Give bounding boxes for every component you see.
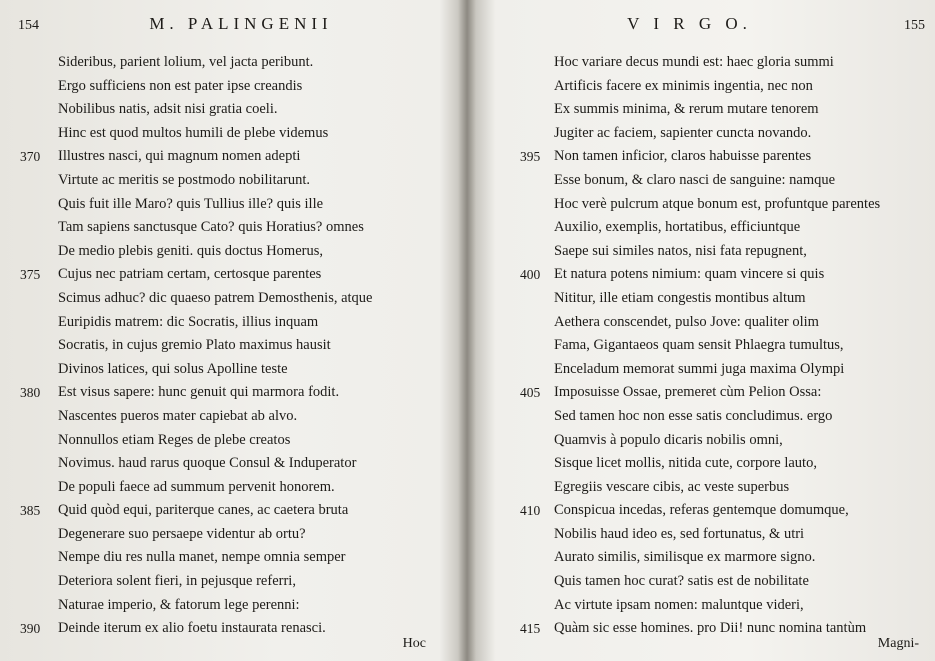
verse-line — [474, 75, 935, 99]
line-number: 390 — [20, 621, 41, 637]
verse-text: Non tamen inficior, claros habuisse parentes — [554, 148, 812, 165]
right-running-head: V I R G O. — [627, 14, 752, 33]
verse-text: Tam sapiens sanctusque Cato? quis Horatius? omnes — [58, 219, 364, 236]
verse-line — [474, 216, 935, 240]
verse-text: Aethera conscendet, pulso Jove: qualiter olim — [554, 313, 819, 330]
verse-line — [474, 334, 935, 358]
verse-line — [474, 617, 935, 641]
verse-text: Hoc verè pulcrum atque bonum est, profuntque parentes — [554, 195, 881, 212]
verse-text: Quid quòd equi, pariterque canes, ac caetera bruta — [58, 502, 349, 519]
verse-text: Ac virtute ipsam nomen: maluntque videri, — [554, 596, 804, 613]
verse-text: Socratis, in cujus gremio Plato maximus hausit — [58, 337, 331, 354]
left-page-number: 154 — [18, 18, 39, 33]
left-running-head: M. PALINGENII — [149, 14, 333, 33]
verse-text: Nascentes pueros mater capiebat ab alvo. — [58, 407, 298, 424]
verse-line — [0, 75, 462, 99]
verse-line — [0, 358, 462, 382]
verse-line — [474, 594, 935, 618]
verse-text: Auxilio, exemplis, hortatibus, efficiuntque — [554, 219, 801, 236]
verse-line — [0, 216, 462, 240]
verse-text: De populi faece ad summum pervenit honorem. — [58, 478, 335, 495]
verse-text: De medio plebis geniti. quis doctus Homerus, — [58, 242, 323, 259]
verse-line — [0, 263, 462, 287]
verse-text: Naturae imperio, & fatorum lege perenni: — [58, 596, 300, 613]
verse-text: Conspicua incedas, referas gentemque domumque, — [554, 502, 849, 519]
verse-text: Quis fuit ille Maro? quis Tullius ille? quis ille — [58, 195, 324, 212]
verse-line — [0, 452, 462, 476]
verse-text: Virtute ac meritis se postmodo nobilitarunt. — [58, 171, 311, 188]
verse-text: Aurato similis, similisque ex marmore signo. — [554, 549, 816, 566]
verse-text: Et natura potens nimium: quam vincere si quis — [554, 266, 825, 283]
verse-text: Hoc variare decus mundi est: haec gloria summi — [554, 54, 834, 70]
verse-line — [0, 334, 462, 358]
verse-text: Nobilis haud ideo es, sed fortunatus, & utri — [554, 525, 805, 542]
verse-text: Sisque licet mollis, nitida cute, corpore lauto, — [554, 455, 817, 472]
verse-line — [474, 263, 935, 287]
verse-line — [474, 122, 935, 146]
line-number: 380 — [20, 385, 41, 401]
verse-line — [0, 98, 462, 122]
verse-line — [0, 429, 462, 453]
verse-text: Egregiis vescare cibis, ac veste superbus — [554, 478, 790, 495]
verse-text: Esse bonum, & claro nasci de sanguine: namque — [554, 171, 836, 188]
verse-text: Divinos latices, qui solus Apolline teste — [58, 360, 288, 377]
left-catchword: Hoc — [402, 636, 426, 651]
verse-text: Enceladum memorat summi juga maxima Olympi — [554, 360, 845, 377]
verse-line — [0, 169, 462, 193]
verse-text: Nititur, ille etiam congestis montibus altum — [554, 289, 806, 306]
right-catchword: Magni- — [877, 636, 919, 651]
verse-line — [474, 145, 935, 169]
verse-line — [0, 499, 462, 523]
verse-line — [0, 51, 462, 75]
verse-text: Ergo sufficiens non est pater ipse creandis — [58, 77, 303, 94]
verse-line — [474, 287, 935, 311]
verse-text: Nobilibus natis, adsit nisi gratia coeli. — [58, 101, 278, 118]
verse-text: Novimus. haud rarus quoque Consul & Induperator — [58, 455, 357, 472]
line-number: 375 — [20, 267, 41, 283]
verse-line — [474, 240, 935, 264]
verse-text: Euripidis matrem: dic Socratis, illius inquam — [58, 313, 319, 330]
verse-text: Nonnullos etiam Reges de plebe creatos — [58, 431, 291, 448]
verse-line — [474, 358, 935, 382]
verse-line — [0, 523, 462, 547]
verse-line — [0, 287, 462, 311]
line-number: 405 — [520, 385, 541, 401]
verse-line — [0, 617, 462, 641]
line-number: 415 — [520, 621, 541, 637]
verse-line — [474, 499, 935, 523]
verse-line — [0, 405, 462, 429]
verse-line — [474, 51, 935, 75]
verse-line — [474, 169, 935, 193]
verse-text: Sideribus, parient lolium, vel jacta peribunt. — [58, 54, 314, 70]
right-page-number: 155 — [904, 18, 925, 33]
verse-text: Nempe diu res nulla manet, nempe omnia semper — [58, 549, 346, 566]
verse-line — [0, 594, 462, 618]
verse-line — [474, 523, 935, 547]
verse-text: Degenerare suo persaepe videntur ab ortu? — [58, 525, 306, 542]
verse-line — [474, 570, 935, 594]
verse-text: Scimus adhuc? dic quaeso patrem Demosthenis, atque — [58, 289, 373, 306]
verse-text: Quàm sic esse homines. pro Dii! nunc nomina tantùm — [554, 620, 867, 637]
left-text-block — [0, 51, 462, 641]
verse-line — [0, 240, 462, 264]
line-number: 400 — [520, 267, 541, 283]
line-number: 395 — [520, 149, 541, 165]
verse-line — [474, 405, 935, 429]
verse-text: Quis tamen hoc curat? satis est de nobilitate — [554, 573, 809, 590]
verse-line — [474, 98, 935, 122]
verse-text: Hinc est quod multos humili de plebe videmus — [58, 124, 329, 141]
verse-text: Artificis facere ex minimis ingentia, nec non — [554, 77, 813, 94]
verse-line — [474, 546, 935, 570]
verse-text: Fama, Gigantaeos quam sensit Phlaegra tumultus, — [554, 337, 844, 354]
verse-text: Illustres nasci, qui magnum nomen adepti — [58, 148, 301, 165]
verse-text: Deteriora solent fieri, in pejusque referri, — [58, 573, 296, 590]
verse-line — [474, 452, 935, 476]
verse-text: Imposuisse Ossae, premeret cùm Pelion Ossa: — [554, 384, 822, 401]
verse-text: Cujus nec patriam certam, certosque parentes — [58, 266, 322, 283]
verse-line — [0, 145, 462, 169]
verse-text: Ex summis minima, & rerum mutare tenorem — [554, 101, 819, 118]
verse-text: Est visus sapere: hunc genuit qui marmora fodit. — [58, 384, 340, 401]
verse-line — [0, 311, 462, 335]
verse-text: Jugiter ac faciem, sapienter cuncta novando. — [554, 124, 812, 141]
verse-line — [0, 546, 462, 570]
verse-text: Quamvis à populo dicaris nobilis omni, — [554, 431, 783, 448]
verse-line — [0, 570, 462, 594]
verse-line — [0, 476, 462, 500]
line-number: 385 — [20, 503, 41, 519]
verse-line — [474, 381, 935, 405]
left-page — [0, 0, 462, 661]
verse-line — [0, 193, 462, 217]
left-page-header — [0, 14, 462, 38]
verse-line — [0, 122, 462, 146]
verse-text: Sed tamen hoc non esse satis concludimus. ergo — [554, 407, 833, 424]
verse-line — [474, 311, 935, 335]
verse-line — [0, 381, 462, 405]
verse-text: Saepe sui similes natos, nisi fata repugnent, — [554, 242, 807, 259]
line-number: 370 — [20, 149, 41, 165]
verse-line — [474, 429, 935, 453]
verse-text: Deinde iterum ex alio foetu instaurata renasci. — [58, 620, 326, 637]
verse-line — [474, 476, 935, 500]
right-page-header — [474, 14, 935, 38]
right-page — [474, 0, 935, 661]
line-number: 410 — [520, 503, 541, 519]
right-text-block — [474, 51, 935, 641]
verse-line — [474, 193, 935, 217]
